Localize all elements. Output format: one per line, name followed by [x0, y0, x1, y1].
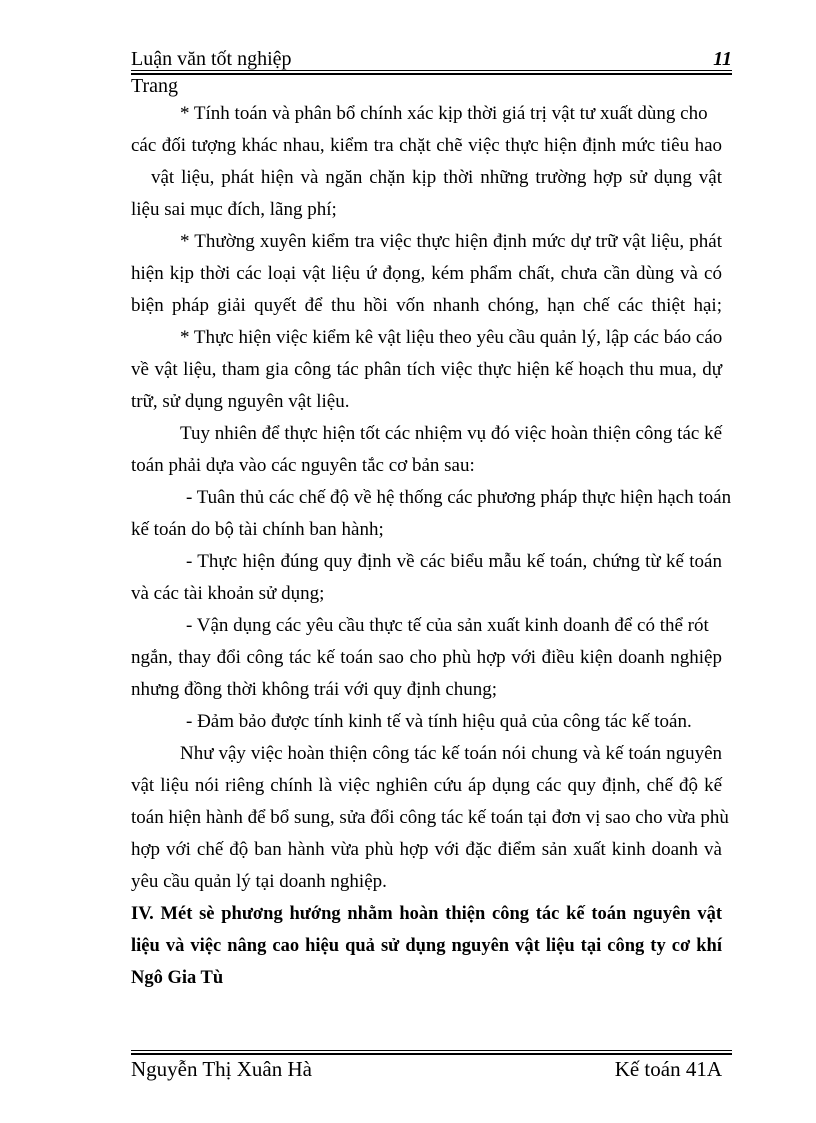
footer-rule-thick [131, 1053, 732, 1055]
section-heading: IV. Mét sè phương hướng nhằm hoàn thiện công tác kế toán nguyên vật [131, 904, 722, 924]
text-line: nhưng đồng thời không trái với quy định chung; [131, 679, 498, 700]
page-number: 11 [713, 48, 732, 70]
text-line: và các tài khoản sử dụng; [131, 583, 325, 604]
text-line: - Vận dụng các yêu cầu thực tế của sản xuất kinh doanh để có thể rót [186, 615, 709, 636]
footer-author: Nguyễn Thị Xuân Hà [131, 1057, 312, 1081]
header-rule [131, 70, 732, 71]
section-heading: liệu và việc nâng cao hiệu quả sử dụng nguyên vật liệu tại công ty cơ khí [131, 936, 722, 956]
text-line: ngắn, thay đổi công tác kế toán sao cho phù hợp với điều kiện doanh nghiệp [131, 647, 722, 668]
footer-class: Kế toán 41A [614, 1057, 722, 1081]
text-line: kế toán do bộ tài chính ban hành; [131, 519, 384, 540]
text-line: * Thường xuyên kiểm tra việc thực hiện định mức dự trữ vật liệu, phát [180, 231, 722, 252]
text-line: - Tuân thủ các chế độ về hệ thống các phương pháp thực hiện hạch toán [186, 487, 732, 508]
header-rule-thick [131, 73, 732, 75]
text-line: Như vậy việc hoàn thiện công tác kế toán nói chung và kế toán nguyên [180, 743, 722, 764]
text-line: về vật liệu, tham gia công tác phân tích việc thực hiện kế hoạch thu mua, dự [131, 359, 722, 380]
section-heading: Ngô Gia Tù [131, 968, 224, 988]
text-line: liệu sai mục đích, lãng phí; [131, 199, 337, 220]
text-line: hiện kịp thời các loại vật liệu ứ đọng, kém phẩm chất, chưa cần dùng và có [131, 263, 722, 284]
header-title: Luận văn tốt nghiệp [131, 48, 292, 70]
text-line: toán phải dựa vào các nguyên tắc cơ bản sau: [131, 455, 475, 476]
header-sub: Trang [131, 75, 179, 97]
text-line: biện pháp giải quyết để thu hồi vốn nhanh chóng, hạn chế các thiệt hại; [131, 295, 722, 316]
text-line: - Đảm bảo được tính kinh tế và tính hiệu quả của công tác kế toán. [186, 711, 692, 732]
text-line: yêu cầu quản lý tại doanh nghiệp. [131, 871, 387, 892]
text-line: * Thực hiện việc kiểm kê vật liệu theo yêu cầu quản lý, lập các báo cáo [180, 327, 723, 348]
text-line: * Tính toán và phân bổ chính xác kịp thời giá trị vật tư xuất dùng cho [180, 103, 708, 124]
text-line: trữ, sử dụng nguyên vật liệu. [131, 391, 350, 412]
text-line: vật liệu, phát hiện và ngăn chặn kịp thời những trường hợp sử dụng vật [151, 167, 722, 188]
text-line: - Thực hiện đúng quy định về các biểu mẫu kế toán, chứng từ kế toán [186, 551, 722, 572]
text-line: hợp với chế độ ban hành vừa phù hợp với đặc điểm sản xuất kinh doanh và [131, 839, 722, 860]
text-line: toán hiện hành để bổ sung, sửa đổi công tác kế toán tại đơn vị sao cho vừa phù [131, 807, 729, 828]
text-line: các đối tượng khác nhau, kiểm tra chặt chẽ việc thực hiện định mức tiêu hao [131, 135, 722, 156]
footer-rule [131, 1050, 732, 1051]
text-line: Tuy nhiên để thực hiện tốt các nhiệm vụ đó việc hoàn thiện công tác kế [180, 423, 722, 444]
text-line: vật liệu nói riêng chính là việc nghiên cứu áp dụng các quy định, chế độ kế [131, 775, 722, 796]
page-header [131, 47, 732, 71]
